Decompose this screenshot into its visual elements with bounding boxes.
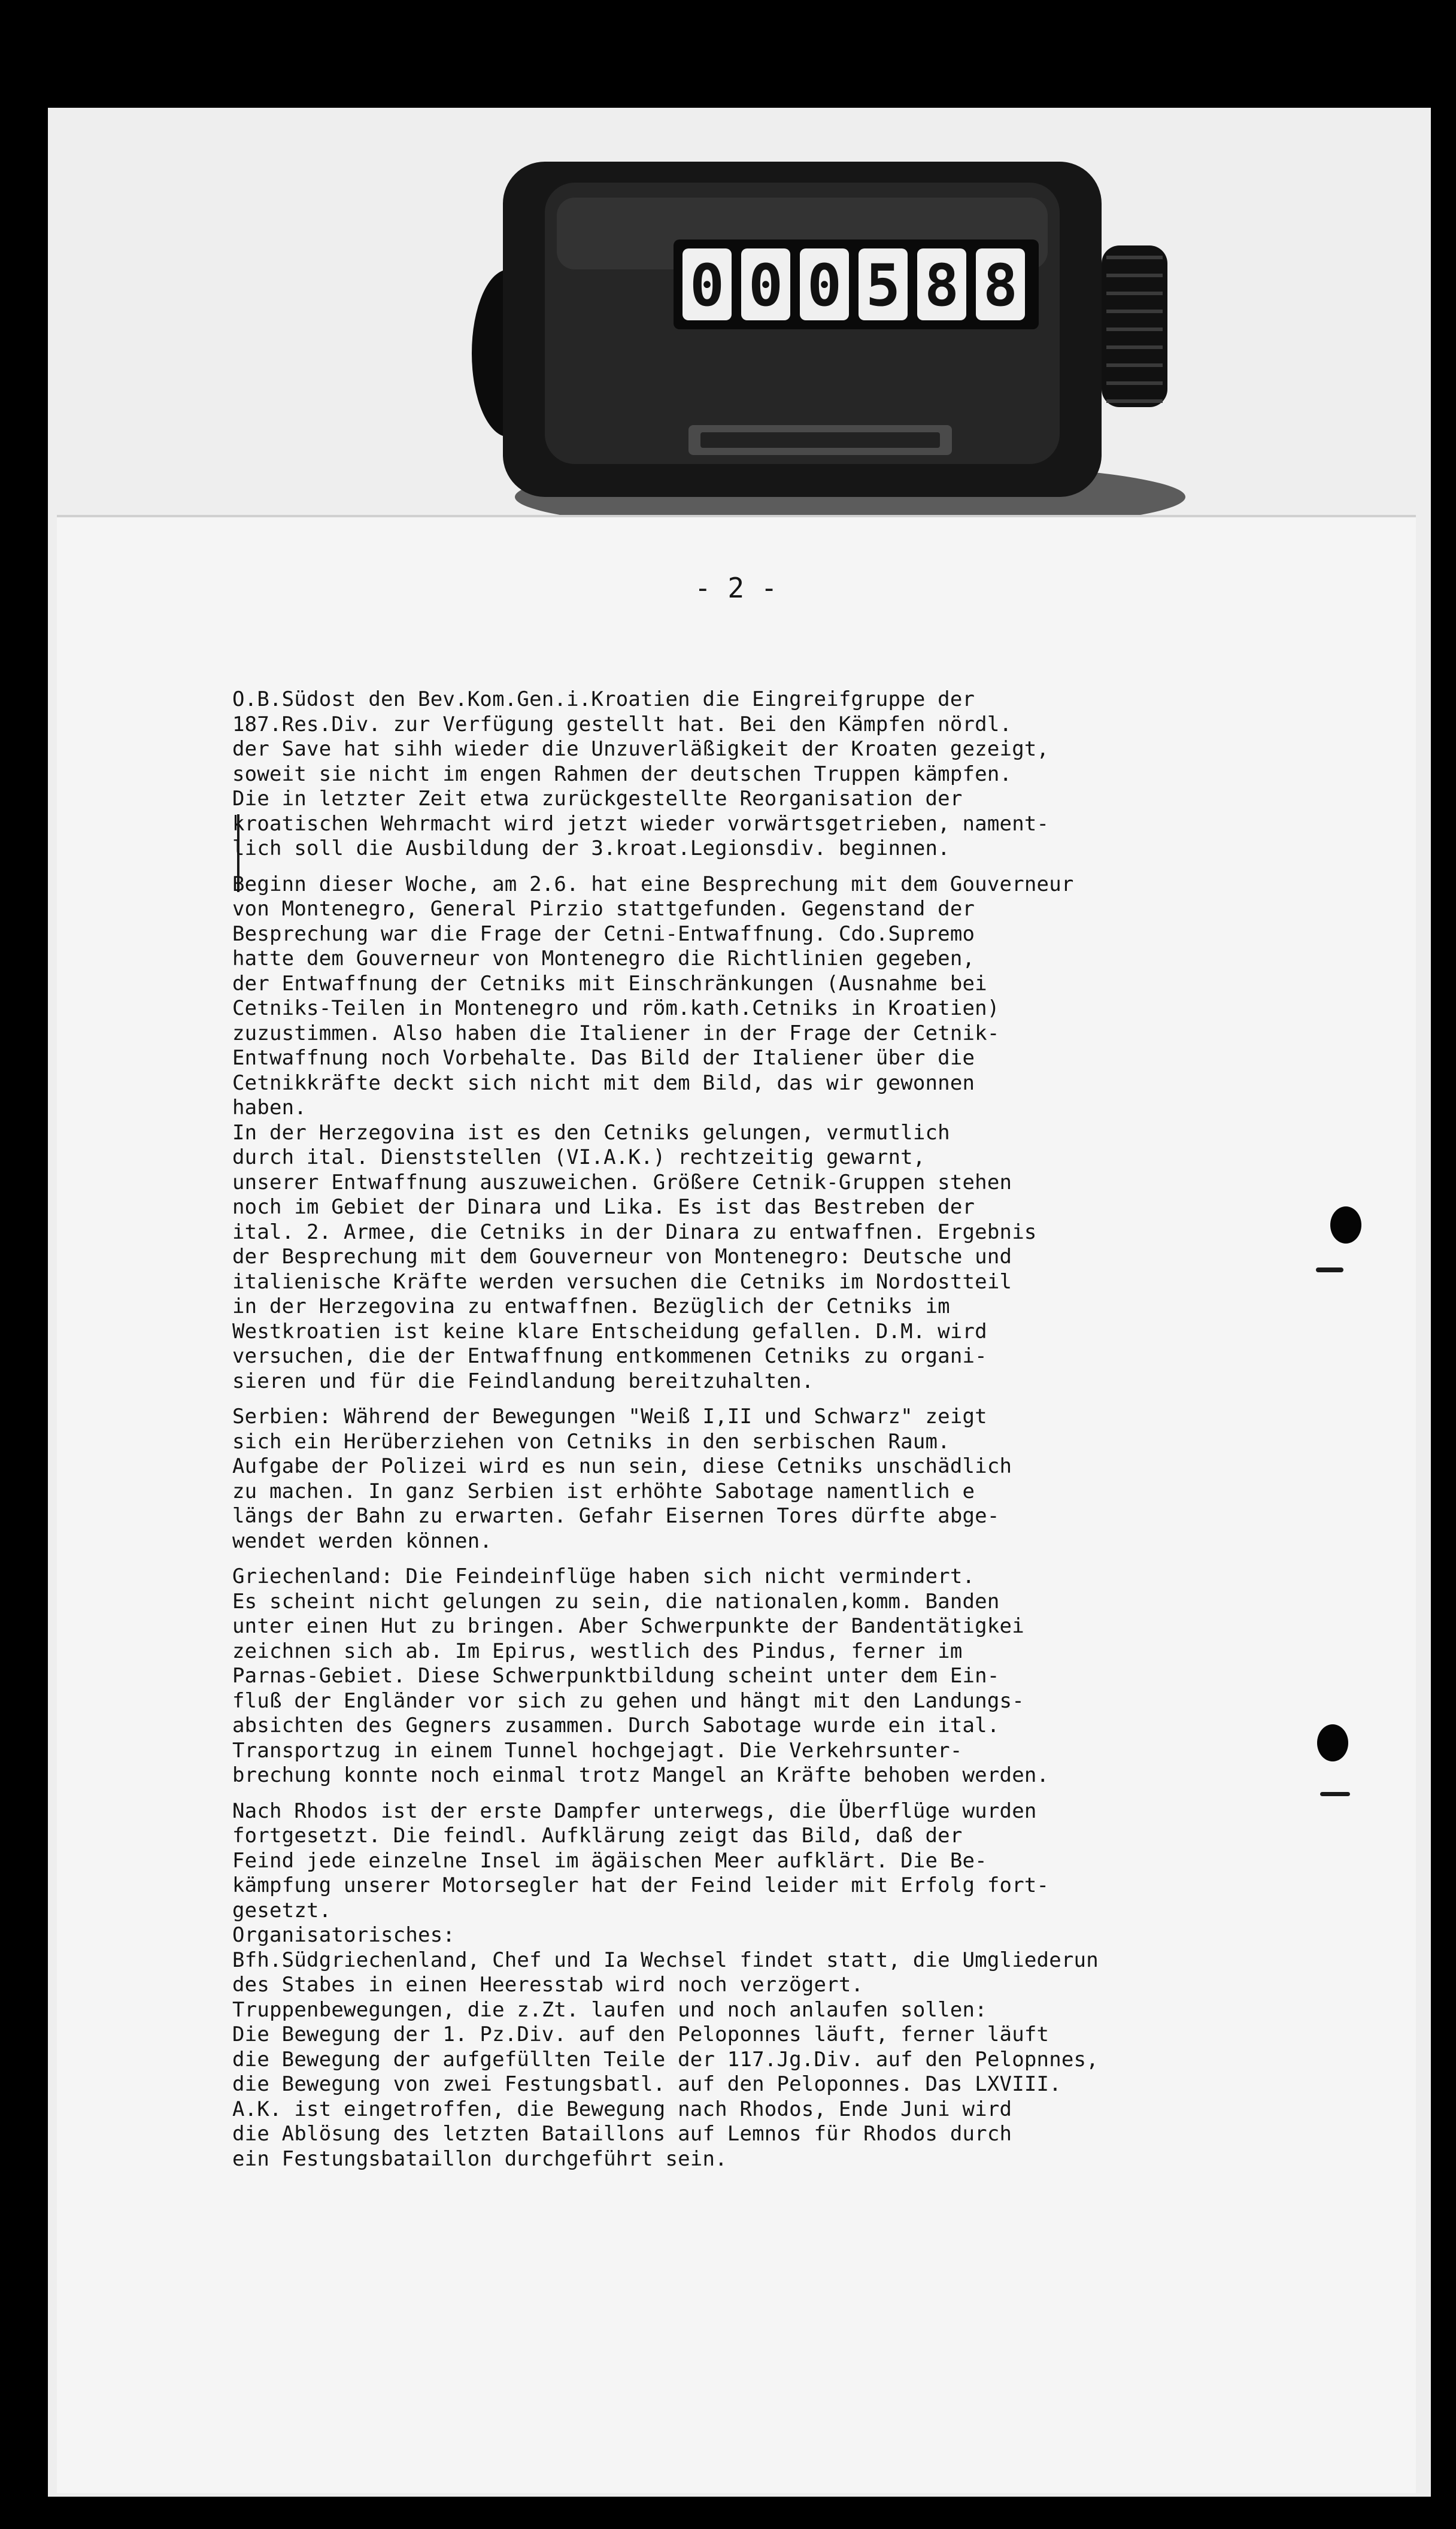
page-number: - 2 - [694,572,778,604]
text-line: italienische Kräfte werden versuchen die Cetniks im Nordostteil [232,1269,1012,1294]
mechanical-counter [467,126,1209,539]
counter-digit: 5 [866,252,900,319]
text-line: Besprechung war die Frage der Cetni-Entwaffnung. Cdo.Supremo [232,921,975,946]
counter-digit: 0 [690,252,724,319]
text-line: lich soll die Ausbildung der 3.kroat.Legionsdiv. beginnen. [232,836,950,860]
text-line: unserer Entwaffnung auszuweichen. Größere Cetnik-Gruppen stehen [232,1170,1012,1194]
text-line: Griechenland: Die Feindeinflüge haben sich nicht vermindert. [232,1564,975,1588]
text-line: gesetzt. [232,1898,332,1922]
counter-digit: 8 [983,252,1018,319]
text-line: zu machen. In ganz Serbien ist erhöhte Sabotage namentlich e [232,1479,975,1503]
text-line: kroatischen Wehrmacht wird jetzt wieder vorwärtsgetrieben, nament- [232,811,1049,836]
counter-digit: 0 [748,252,783,319]
text-line: der Entwaffnung der Cetniks mit Einschränkungen (Ausnahme bei [232,971,987,996]
text-line: Die in letzter Zeit etwa zurückgestellte Reorganisation der [232,787,963,811]
text-line: Nach Rhodos ist der erste Dampfer unterwegs, die Überflüge wurden [232,1799,1037,1823]
text-line: zuzustimmen. Also haben die Italiener in der Frage der Cetnik- [232,1021,1000,1045]
text-line: O.B.Südost den Bev.Kom.Gen.i.Kroatien die Eingreifgruppe der [232,687,975,711]
text-line: soweit sie nicht im engen Rahmen der deutschen Truppen kämpfen. [232,762,1012,786]
text-line: durch ital. Dienststellen (VI.A.K.) rechtzeitig gewarnt, [232,1145,926,1169]
text-line: wendet werden können. [232,1529,493,1553]
text-line: haben. [232,1096,307,1120]
text-line: Parnas-Gebiet. Diese Schwerpunktbildung scheint unter dem Ein- [232,1664,1000,1688]
text-line: A.K. ist eingetroffen, die Bewegung nach Rhodos, Ende Juni wird [232,2097,1012,2121]
text-line: Entwaffnung noch Vorbehalte. Das Bild der Italiener über die [232,1046,975,1070]
text-line: Truppenbewegungen, die z.Zt. laufen und noch anlaufen sollen: [232,1997,987,2022]
text-line: unter einen Hut zu bringen. Aber Schwerpunkte der Bandentätigkei [232,1614,1024,1638]
text-line: Serbien: Während der Bewegungen "Weiß I,II und Schwarz" zeigt [232,1405,987,1429]
paragraph-griechenland [232,1564,1406,1788]
text-line: Feind jede einzelne Insel im ägäischen Meer aufklärt. Die Be- [232,1848,987,1873]
text-line: von Montenegro, General Pirzio stattgefunden. Gegenstand der [232,897,975,921]
text-line: ein Festungsbataillon durchgeführt sein. [232,2146,727,2171]
counter-digit: 8 [924,252,959,319]
text-line: brechung konnte noch einmal trotz Mangel an Kräfte behoben werden. [232,1763,1049,1787]
text-line: versuchen, die der Entwaffnung entkommenen Cetniks zu organi- [232,1344,987,1368]
text-line: Cetnikkräfte deckt sich nicht mit dem Bild, das wir gewonnen [232,1071,975,1095]
paragraph-montenegro [232,872,1406,1394]
text-line: sieren und für die Feindlandung bereitzuhalten. [232,1369,814,1393]
counter-digit: 0 [807,252,842,319]
paragraph-kroatien [232,687,1406,862]
text-line: fortgesetzt. Die feindl. Aufklärung zeigt das Bild, daß der [232,1824,963,1848]
text-line: Die Bewegung der 1. Pz.Div. auf den Peloponnes läuft, ferner läuft [232,2022,1049,2046]
text-line: absichten des Gegners zusammen. Durch Sabotage wurde ein ital. [232,1714,1000,1737]
text-line: Beginn dieser Woche, am 2.6. hat eine Besprechung mit dem Gouverneur [232,872,1074,896]
text-line: kämpfung unserer Motorsegler hat der Feind leider mit Erfolg fort- [232,1873,1049,1897]
text-line: sich ein Herüberziehen von Cetniks in den serbischen Raum. [232,1429,950,1454]
text-line: Organisatorisches: [232,1923,456,1947]
text-line: die Bewegung von zwei Festungsbatl. auf den Peloponnes. Das LXVIII. [232,2072,1061,2096]
text-line: der Save hat sihh wieder die Unzuverläßigkeit der Kroaten gezeigt, [232,737,1049,761]
text-line: Es scheint nicht gelungen zu sein, die nationalen,komm. Banden [232,1589,1000,1614]
text-line: In der Herzegovina ist es den Cetniks gelungen, vermutlich [232,1120,950,1145]
text-line: Transportzug in einem Tunnel hochgejagt. Die Verkehrsunter- [232,1738,963,1763]
text-line: hatte dem Gouverneur von Montenegro die Richtlinien gegeben, [232,947,975,971]
text-line: des Stabes in einen Heeresstab wird noch verzögert. [232,1973,864,1997]
text-line: Westkroatien ist keine klare Entscheidung gefallen. D.M. wird [232,1319,987,1344]
text-line: Bfh.Südgriechenland, Chef und Ia Wechsel findet statt, die Umgliederun [232,1948,1099,1972]
text-line: ital. 2. Armee, die Cetniks in der Dinara zu entwaffnen. Ergebnis [232,1220,1037,1244]
text-line: in der Herzegovina zu entwaffnen. Bezüglich der Cetniks im [232,1294,950,1318]
text-line: fluß der Engländer vor sich zu gehen und hängt mit den Landungs- [232,1688,1024,1713]
text-line: die Ablösung des letzten Bataillons auf Lemnos für Rhodos durch [232,2122,1012,2146]
text-line: der Besprechung mit dem Gouverneur von Montenegro: Deutsche und [232,1245,1012,1269]
text-line: längs der Bahn zu erwarten. Gefahr Eisernen Tores dürfte abge- [232,1504,1000,1528]
text-line: die Bewegung der aufgefüllten Teile der 117.Jg.Div. auf den Pelopnnes, [232,2047,1099,2072]
text-line: noch im Gebiet der Dinara und Lika. Es ist das Bestreben der [232,1195,975,1219]
text-line: Cetniks-Teilen in Montenegro und röm.kath.Cetniks in Kroatien) [232,996,1000,1020]
document-body [232,687,1406,2182]
text-line: Aufgabe der Polizei wird es nun sein, diese Cetniks unschädlich [232,1454,1012,1478]
paragraph-serbien [232,1405,1406,1554]
text-line: zeichnen sich ab. Im Epirus, westlich des Pindus, ferner im [232,1639,963,1663]
paragraph-rhodos [232,1799,1406,2172]
text-line: 187.Res.Div. zur Verfügung gestellt hat. Bei den Kämpfen nördl. [232,712,1012,736]
